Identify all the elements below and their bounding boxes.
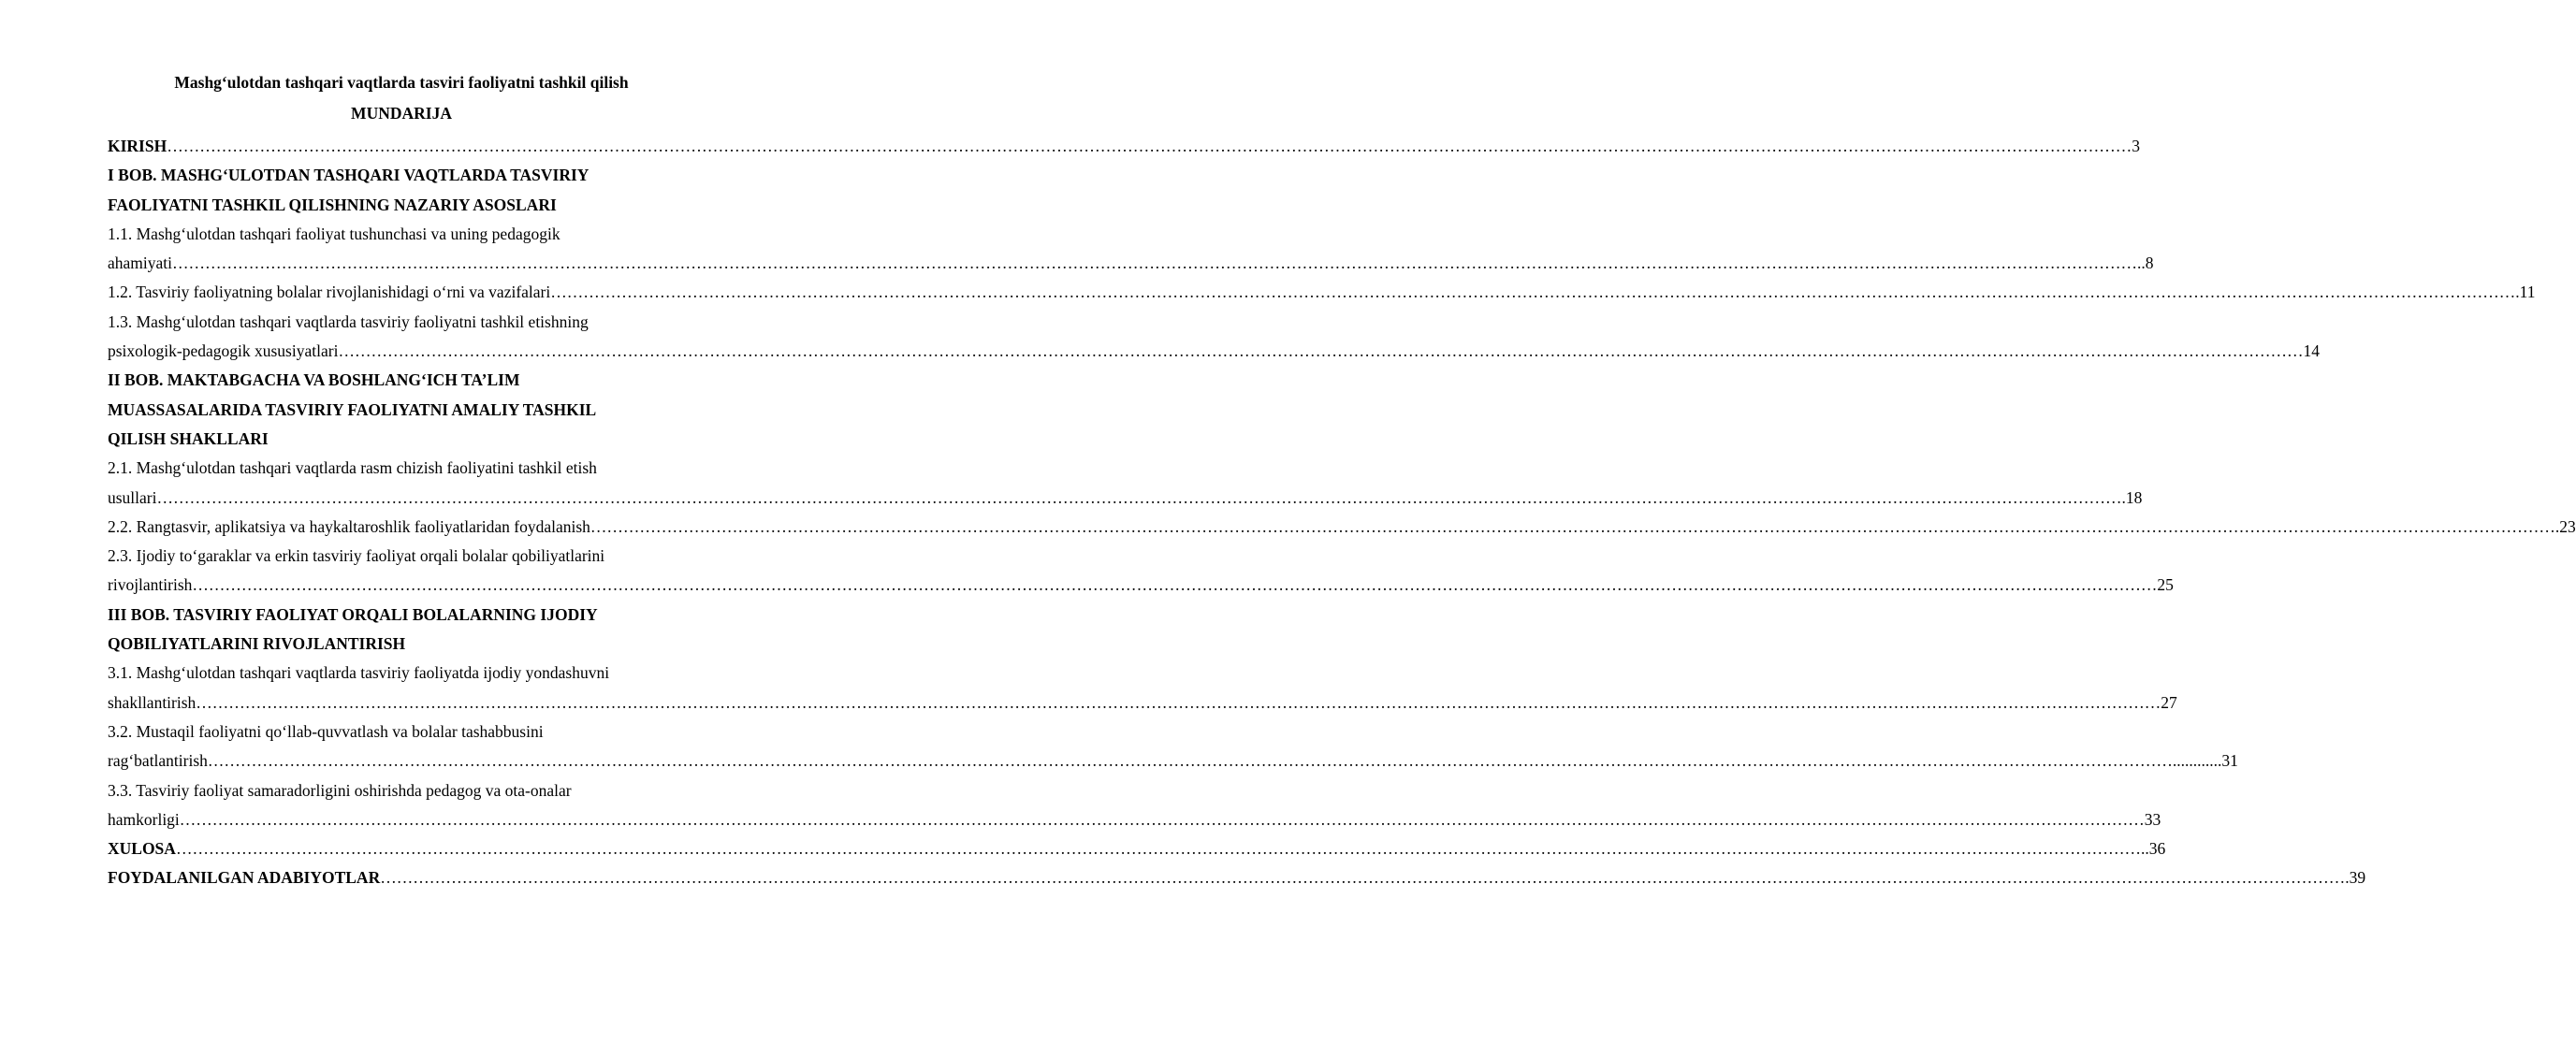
toc-section-3-2-line-1[interactable]: 3.2. Mustaqil faoliyatni qo‘llab-quvvatlash va bolalar tashabbusini: [108, 721, 544, 741]
toc-section-2-2[interactable]: [108, 513, 2576, 542]
dot-leader: ………………………………………………………………………………………………………………………………………………………………………………………………………………………………………………………………………………………………………………………………: [167, 137, 2132, 155]
toc-entry-label: FOYDALANILGAN ADABIYOTLAR: [108, 868, 381, 888]
toc-page-number: ............31: [2172, 751, 2238, 771]
dot-leader: ………………………………………………………………………………………………………………………………………………………………………………………………………………………………………………………………………………………………………………………………: [380, 868, 2346, 888]
toc-chapter-3-line-1[interactable]: III BOB. TASVIRIY FAOLIYAT ORQALI BOLALARNING IJODIY: [108, 604, 598, 624]
toc-page-number: ..8: [2137, 254, 2154, 273]
toc-chapter-3-line-2[interactable]: QOBILIYATLARINI RIVOJLANTIRISH: [108, 634, 406, 654]
toc-section-3-1-line-2[interactable]: [108, 688, 2177, 717]
toc-entry-label: 2.2. Rangtasvir, aplikatsiya va haykaltaroshlik faoliyatlaridan foydalanish: [108, 516, 590, 536]
toc-chapter-1-line-1[interactable]: I BOB. MASHG‘ULOTDAN TASHQARI VAQTLARDA TASVIRIY: [108, 166, 589, 185]
toc-section-3-1-line-1[interactable]: 3.1. Mashg‘ulotdan tashqari vaqtlarda tasviriy faoliyatda ijodiy yondashuvni: [108, 663, 610, 683]
toc-section-3-3-line-2[interactable]: [108, 805, 2161, 834]
toc-page-number: 33: [2144, 809, 2161, 829]
toc-page-number: .23: [2554, 516, 2576, 536]
toc-section-2-1-line-2[interactable]: [108, 484, 2143, 513]
toc-entry-conclusion[interactable]: [108, 834, 2166, 863]
dot-leader: ………………………………………………………………………………………………………………………………………………………………………………………………………………………………………………………………………………………………………………………………: [179, 809, 2145, 829]
toc-section-1-3-line-1[interactable]: 1.3. Mashg‘ulotdan tashqari vaqtlarda tasviriy faoliyatni tashkil etishning: [108, 312, 589, 331]
toc-section-1-2[interactable]: [108, 278, 2536, 307]
dot-leader: ………………………………………………………………………………………………………………………………………………………………………………………………………………………………………………………………………………………………………………………………: [550, 283, 2516, 302]
toc-section-1-1-line-2[interactable]: [108, 249, 2154, 278]
toc-chapter-2-line-3[interactable]: QILISH SHAKLLARI: [108, 428, 269, 448]
dot-leader: ………………………………………………………………………………………………………………………………………………………………………………………………………………………………………………………………………………………………………………………………: [207, 751, 2173, 771]
toc-section-1-1-line-1[interactable]: 1.1. Mashg‘ulotdan tashqari faoliyat tushunchasi va uning pedagogik: [108, 224, 560, 243]
toc-section-2-1-line-1[interactable]: 2.1. Mashg‘ulotdan tashqari vaqtlarda rasm chizish faoliyatini tashkil etish: [108, 458, 597, 478]
toc-entry-label: rag‘batlantirish: [108, 751, 208, 771]
toc-section-2-3-line-2[interactable]: [108, 571, 2174, 600]
toc-page-number: ..36: [2140, 839, 2166, 859]
dot-leader: ………………………………………………………………………………………………………………………………………………………………………………………………………………………………………………………………………………………………………………………………: [172, 254, 2138, 273]
toc-entry-intro[interactable]: [108, 132, 2140, 161]
toc-entry-label: XULOSA: [108, 839, 176, 859]
toc-chapter-2-line-2[interactable]: MUASSASALARIDA TASVIRIY FAOLIYATNI AMALIY TASHKIL: [108, 399, 597, 419]
dot-leader: ………………………………………………………………………………………………………………………………………………………………………………………………………………………………………………………………………………………………………………………………: [589, 516, 2555, 536]
toc-entry-label: hamkorligi: [108, 809, 180, 829]
toc-entry-label: 1.2. Tasviriy faoliyatning bolalar rivojlanishidagi o‘rni va vazifalari: [108, 283, 551, 302]
dot-leader: ………………………………………………………………………………………………………………………………………………………………………………………………………………………………………………………………………………………………………………………………: [196, 692, 2161, 712]
dot-leader: ………………………………………………………………………………………………………………………………………………………………………………………………………………………………………………………………………………………………………………………………: [156, 487, 2122, 507]
toc-section-2-3-line-1[interactable]: 2.3. Ijodiy to‘garaklar va erkin tasviriy faoliyat orqali bolalar qobiliyatlarini: [108, 546, 605, 566]
toc-heading: MUNDARIJA: [351, 104, 452, 123]
toc-entry-label: shakllantirish: [108, 692, 196, 712]
toc-section-3-2-line-2[interactable]: [108, 746, 2238, 775]
toc-section-1-3-line-2[interactable]: [108, 337, 2320, 366]
toc-entry-label: KIRISH: [108, 137, 167, 155]
toc-page-number: .18: [2121, 487, 2143, 507]
toc-page-number: .11: [2515, 283, 2536, 302]
toc-page-number: 14: [2303, 341, 2320, 361]
dot-leader: ………………………………………………………………………………………………………………………………………………………………………………………………………………………………………………………………………………………………………………………………: [175, 839, 2141, 859]
toc-section-3-3-line-1[interactable]: 3.3. Tasviriy faoliyat samaradorligini oshirishda pedagog va ota-onalar: [108, 780, 572, 800]
toc-chapter-1-line-2[interactable]: FAOLIYATNI TASHKIL QILISHNING NAZARIY ASOSLARI: [108, 195, 557, 214]
toc-entry-label: psixologik-pedagogik xususiyatlari: [108, 341, 339, 361]
toc-page-number: .39: [2345, 868, 2366, 888]
toc-entry-label: ahamiyati: [108, 254, 173, 273]
toc-entry-references[interactable]: [108, 863, 2366, 892]
toc-entry-label: usullari: [108, 487, 157, 507]
table-of-contents: [108, 132, 2576, 893]
dot-leader: ………………………………………………………………………………………………………………………………………………………………………………………………………………………………………………………………………………………………………………………………: [338, 341, 2304, 361]
dot-leader: ………………………………………………………………………………………………………………………………………………………………………………………………………………………………………………………………………………………………………………………………: [192, 575, 2158, 595]
toc-page-number: 3: [2132, 137, 2140, 155]
document-title: Mashg‘ulotdan tashqari vaqtlarda tasviri faoliyatni tashkil qilish: [174, 73, 629, 92]
toc-page-number: 27: [2161, 692, 2177, 712]
toc-chapter-2-line-1[interactable]: II BOB. MAKTABGACHA VA BOSHLANG‘ICH TA’LIM: [108, 370, 520, 390]
toc-entry-label: rivojlantirish: [108, 575, 193, 595]
toc-page-number: 25: [2157, 575, 2174, 595]
